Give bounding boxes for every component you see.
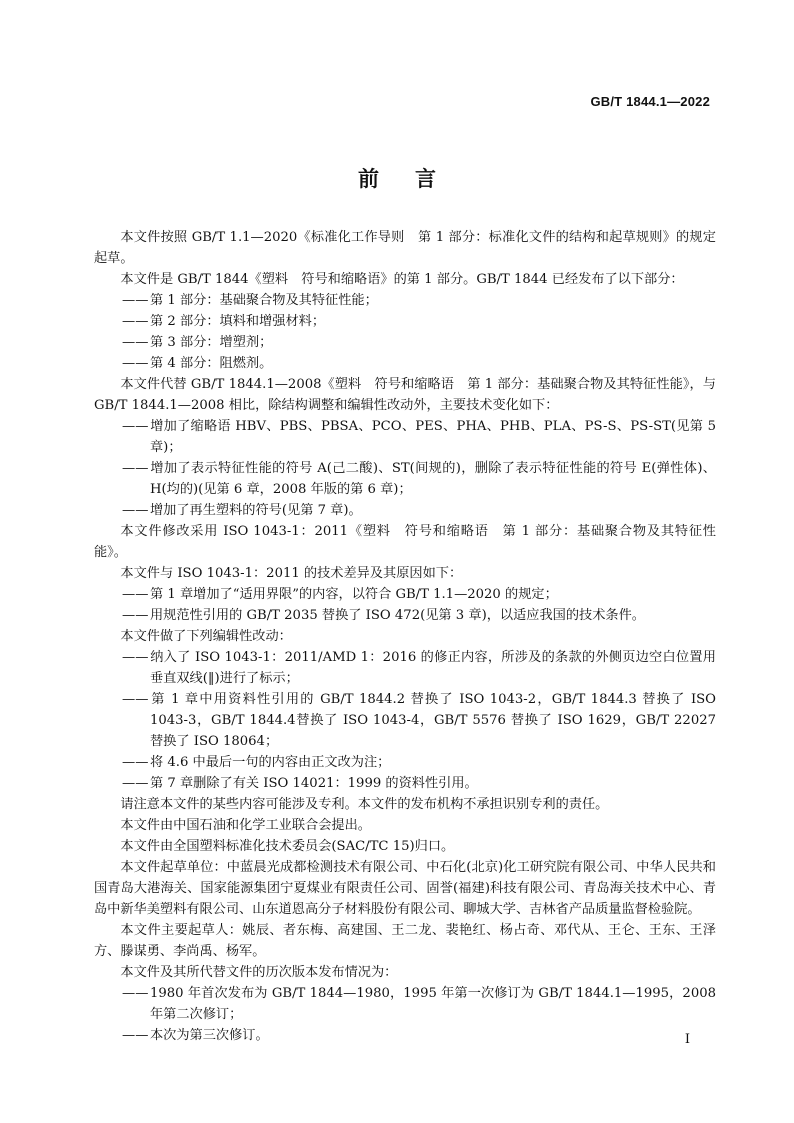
list-item-text: 第 7 章删除了有关 ISO 14021：1999 的资料性引用。	[150, 776, 478, 791]
list-item	[94, 1025, 716, 1046]
page-title	[0, 163, 794, 193]
page-title-char-2: 言	[415, 167, 436, 191]
list-item	[94, 353, 716, 374]
list-item-text: 第 4 部分：阻燃剂。	[150, 356, 273, 371]
list-dash: ——	[122, 1028, 149, 1043]
page-title-char-1: 前	[358, 167, 379, 191]
list-dash: ——	[122, 587, 149, 602]
list-dash: ——	[122, 356, 149, 371]
paragraph: 本文件修改采用 ISO 1043-1：2011《塑料 符号和缩略语 第 1 部分：基础聚合物及其特征性能》。	[94, 524, 716, 560]
list-item	[94, 605, 716, 626]
list-item	[94, 290, 716, 311]
paragraph: 本文件及其所代替文件的历次版本发布情况为：	[120, 965, 398, 980]
paragraph: 本文件是 GB/T 1844《塑料 符号和缩略语》的第 1 部分。GB/T 1844 已经发布了以下部分：	[120, 272, 684, 287]
list-item-text: 第 1 部分：基础聚合物及其特征性能；	[150, 293, 378, 308]
list-dash: ——	[122, 650, 149, 665]
list-item	[94, 983, 716, 1025]
standard-number: GB/T 1844.1—2022	[590, 94, 710, 109]
list-dash: ——	[122, 986, 149, 1001]
list-item	[94, 689, 716, 752]
paragraph: 本文件代替 GB/T 1844.1—2008《塑料 符号和缩略语 第 1 部分：基础聚合物及其特征性能》，与 GB/T 1844.1—2008 相比，除结构调整和编辑性改动外，主要技术变化如下：	[94, 377, 716, 413]
list-item	[94, 773, 716, 794]
list-item-text: 用规范性引用的 GB/T 2035 替换了 ISO 472(见第 3 章)，以适应我国的技术条件。	[150, 608, 645, 623]
list-dash: ——	[122, 335, 149, 350]
list-dash: ——	[122, 692, 149, 707]
list-item	[94, 416, 716, 458]
list-item-text: 增加了缩略语 HBV、PBS、PBSA、PCO、PES、PHA、PHB、PLA、PS-S、PS-ST(见第 5 章)；	[150, 419, 716, 455]
page-number: I	[684, 1032, 690, 1047]
list-dash: ——	[122, 776, 149, 791]
paragraph: 本文件起草单位：中蓝晨光成都检测技术有限公司、中石化(北京)化工研究院有限公司、中华人民共和国青岛大港海关、国家能源集团宁夏煤业有限责任公司、固誉(福建)科技有限公司、青岛海关技术中心、青岛中新华美塑料有限公司、山东道恩高分子材料股份有限公司、聊城大学、吉林省产品质量监督检验院。	[94, 860, 716, 917]
list-item	[94, 332, 716, 353]
list-item-text: 第 3 部分：增塑剂；	[150, 335, 273, 350]
list-item-text: 第 1 章中用资料性引用的 GB/T 1844.2 替换了 ISO 1043-2，GB/T 1844.3 替换了 ISO 1043-3，GB/T 1844.4替换了 ISO 1043-4，GB/T 5576 替换了 ISO 1629，GB/T 22027 替换了 ISO 18064；	[150, 692, 716, 749]
list-item-text: 本次为第三次修订。	[150, 1028, 269, 1043]
foreword-body	[94, 227, 716, 1046]
list-item	[94, 647, 716, 689]
list-item	[94, 584, 716, 605]
paragraph: 本文件做了下列编辑性改动：	[120, 629, 292, 644]
paragraph: 本文件由中国石油和化学工业联合会提出。	[120, 818, 371, 833]
list-dash: ——	[122, 314, 149, 329]
paragraph: 本文件与 ISO 1043-1：2011 的技术差异及其原因如下：	[120, 566, 463, 581]
list-dash: ——	[122, 419, 149, 434]
list-dash: ——	[122, 755, 149, 770]
list-item-text: 增加了表示特征性能的符号 A(己二酸)、ST(间规的)，删除了表示特征性能的符号 E(弹性体)、H(均的)(见第 6 章，2008 年版的第 6 章)；	[150, 461, 716, 497]
list-item	[94, 752, 716, 773]
list-item-text: 将 4.6 中最后一句的内容由正文改为注；	[150, 755, 391, 770]
paragraph: 本文件按照 GB/T 1.1—2020《标准化工作导则 第 1 部分：标准化文件的结构和起草规则》的规定起草。	[94, 230, 716, 266]
list-item	[94, 458, 716, 500]
list-item	[94, 500, 716, 521]
paragraph: 本文件由全国塑料标准化技术委员会(SAC/TC 15)归口。	[120, 839, 455, 854]
list-dash: ——	[122, 461, 149, 476]
list-dash: ——	[122, 608, 149, 623]
list-item-text: 纳入了 ISO 1043-1：2011/AMD 1：2016 的修正内容，所涉及的条款的外侧页边空白位置用垂直双线(‖)进行了标示；	[150, 650, 716, 686]
list-item	[94, 311, 716, 332]
list-dash: ——	[122, 503, 149, 518]
list-item-text: 第 2 部分：填料和增强材料；	[150, 314, 326, 329]
list-item-text: 1980 年首次发布为 GB/T 1844—1980，1995 年第一次修订为 GB/T 1844.1—1995，2008 年第二次修订；	[150, 986, 716, 1022]
paragraph: 请注意本文件的某些内容可能涉及专利。本文件的发布机构不承担识别专利的责任。	[120, 797, 609, 812]
paragraph: 本文件主要起草人：姚辰、者东梅、高建国、王二龙、裴艳红、杨占奇、邓代从、王仑、王东、王泽方、滕谋勇、李尚禹、杨军。	[94, 923, 716, 959]
list-dash: ——	[122, 293, 149, 308]
list-item-text: 增加了再生塑料的符号(见第 7 章)。	[150, 503, 362, 518]
list-item-text: 第 1 章增加了“适用界限”的内容，以符合 GB/T 1.1—2020 的规定；	[150, 587, 558, 602]
